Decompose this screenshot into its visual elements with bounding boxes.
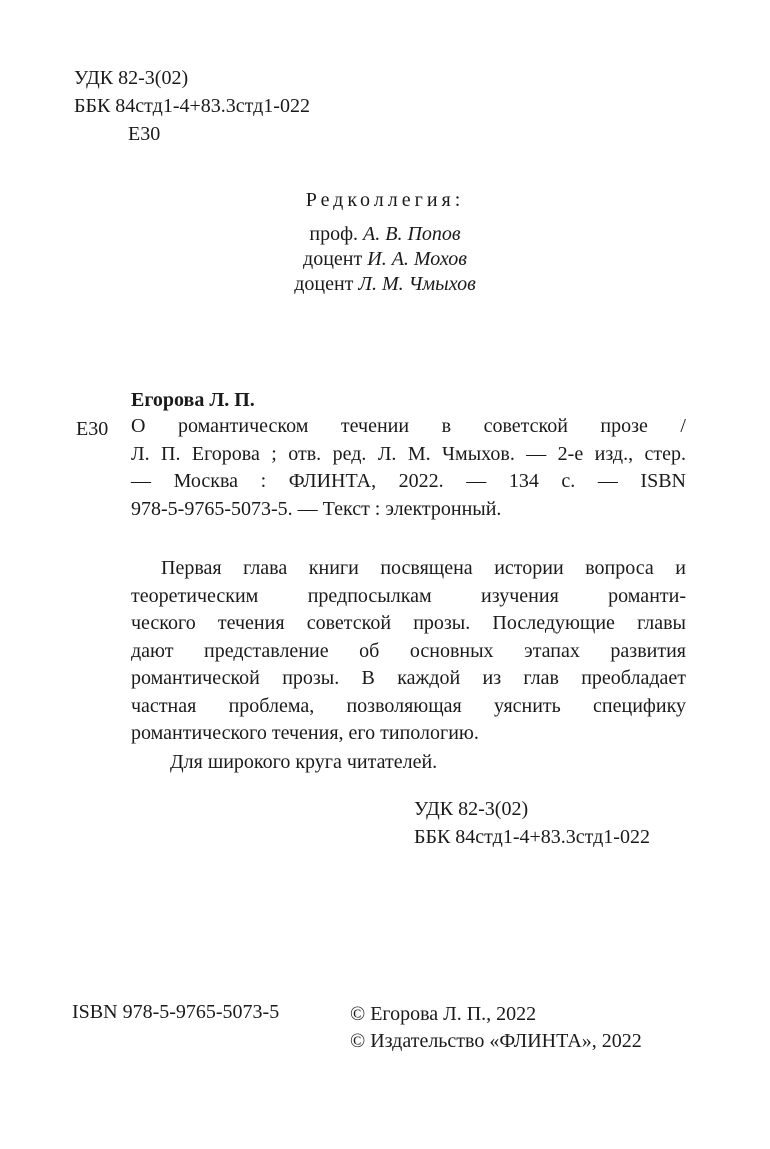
annotation-line: дают представление об основных этапах развития xyxy=(131,639,686,662)
copyright-author: © Егорова Л. П., 2022 xyxy=(350,1003,537,1025)
annotation-line: Первая глава книги посвящена истории вопроса и xyxy=(161,557,686,579)
bbk-code-repeat: ББК 84стд1-4+83.3стд1-022 xyxy=(414,826,650,848)
editorial-member xyxy=(240,270,530,298)
annotation-line: романтического течения, его типологию. xyxy=(131,722,479,744)
description-line: — Москва : ФЛИНТА, 2022. — 134 с. — ISBN xyxy=(131,470,686,492)
copyright-publisher: © Издательство «ФЛИНТА», 2022 xyxy=(350,1030,642,1052)
udk-code: УДК 82-3(02) xyxy=(74,67,189,89)
udk-code-repeat: УДК 82-3(02) xyxy=(414,798,529,820)
member-name: И. А. Мохов xyxy=(367,248,467,270)
bibliographic-description xyxy=(131,413,686,523)
bbk-code: ББК 84стд1-4+83.3стд1-022 xyxy=(74,95,310,117)
member-title: доцент xyxy=(303,248,363,270)
annotation xyxy=(131,555,686,748)
editorial-member xyxy=(240,220,530,248)
description-line: 978-5-9765-5073-5. — Текст : электронный. xyxy=(131,497,502,520)
annotation-line: теоретическим предпосылкам изучения романти- xyxy=(131,584,686,607)
author-heading: Егорова Л. П. xyxy=(131,389,255,411)
annotation-line: романтической прозы. В каждой из глав преобладает xyxy=(131,667,686,689)
isbn: ISBN 978-5-9765-5073-5 xyxy=(72,1001,280,1023)
member-name: А. В. Попов xyxy=(363,223,461,245)
description-line: О романтическом течении в советской прозе / xyxy=(131,415,686,437)
author-mark: Е30 xyxy=(128,123,161,145)
target-audience: Для широкого круга читателей. xyxy=(170,751,438,773)
editorial-member xyxy=(240,245,530,273)
editorial-board-heading: Редколлегия: xyxy=(305,189,465,211)
record-author-mark: Е30 xyxy=(76,418,109,440)
description-line: Л. П. Егорова ; отв. ред. Л. М. Чмыхов. — 2-е изд., стер. xyxy=(131,442,686,465)
member-title: доцент xyxy=(294,273,354,295)
member-name: Л. М. Чмыхов xyxy=(358,273,476,295)
annotation-line: частная проблема, позволяющая уяснить специфику xyxy=(131,694,686,717)
annotation-line: ческого течения советской прозы. Последующие главы xyxy=(131,612,686,634)
member-title: проф. xyxy=(309,223,359,245)
